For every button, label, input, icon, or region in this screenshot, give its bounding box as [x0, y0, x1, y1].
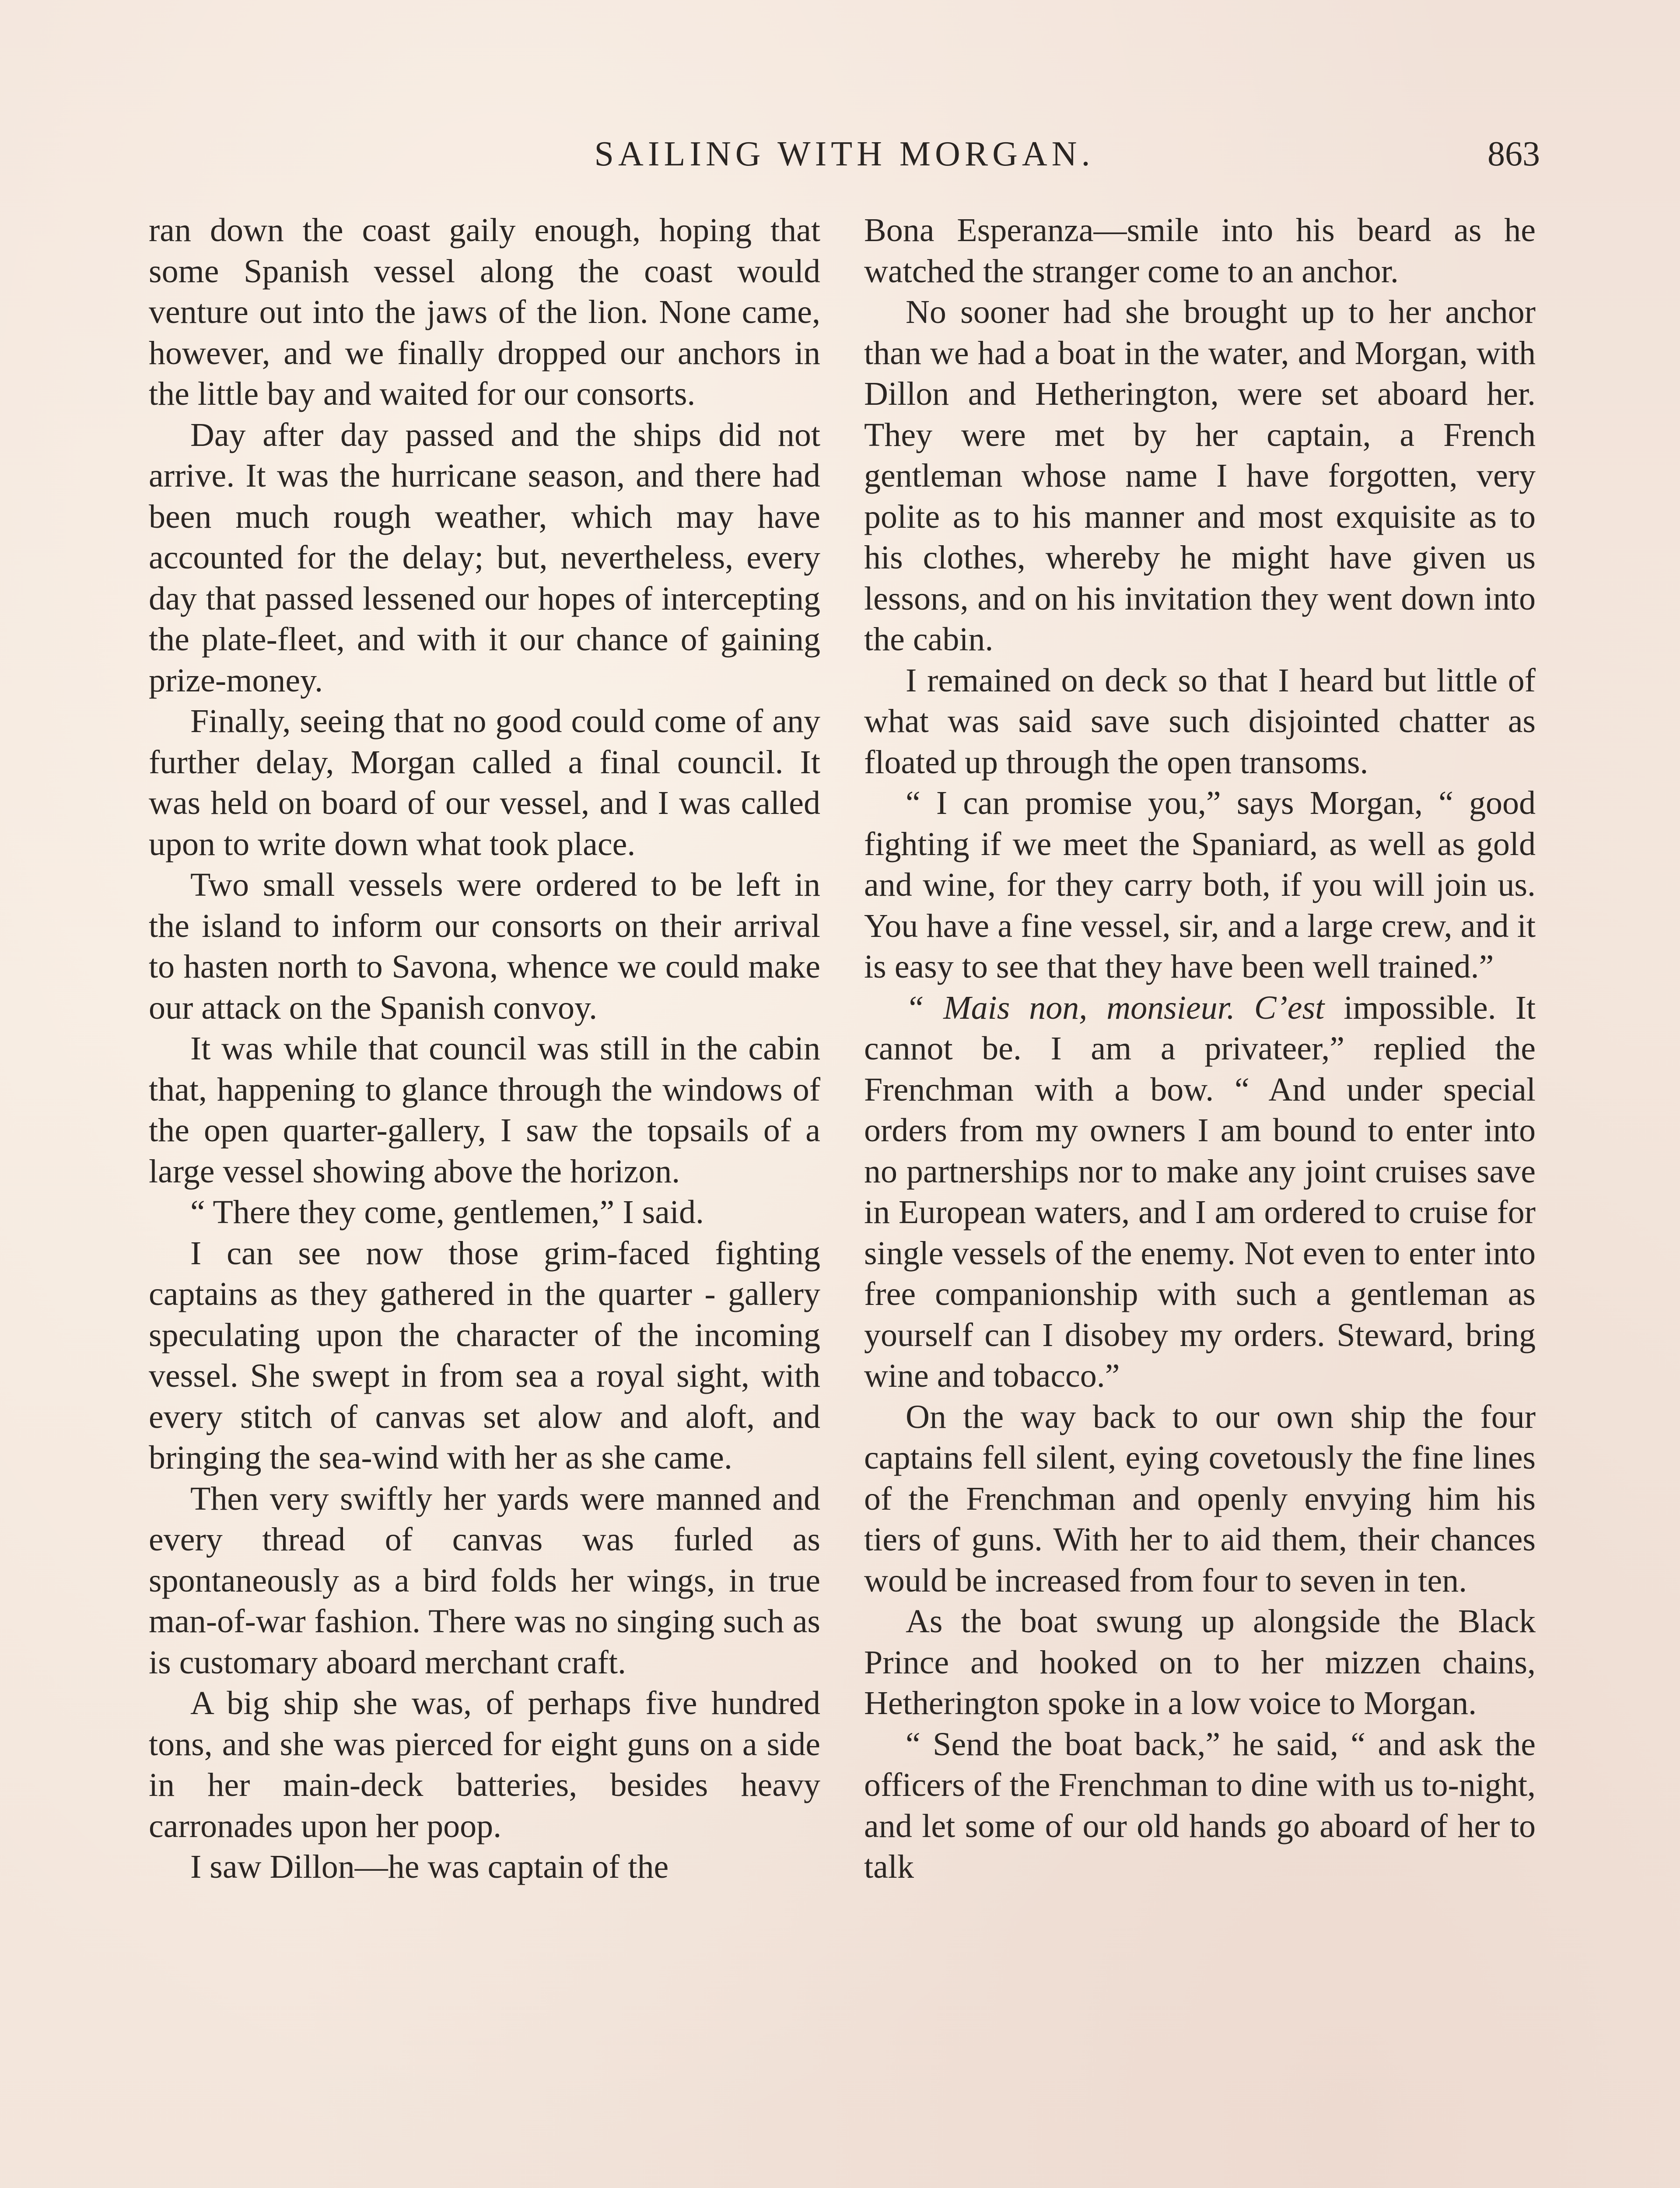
paragraph: ran down the coast gaily enough, hoping that some Spanish vessel along the coast would venture out into the jaws of the lion. None came, however, and we finally dropped our anchors in the little bay and waited for our consorts. [149, 212, 820, 412]
paragraph: “ There they come, gentlemen,” I said. [190, 1194, 704, 1231]
running-head: SAILING WITH MORGAN. [594, 135, 1095, 173]
paragraph: On the way back to our own ship the four captains fell silent, eying covetously the fine lines of the Frenchman and openly envying him his tiers of guns. With her to aid them, their chances would be increased from four to seven in ten. [864, 1398, 1536, 1599]
paragraph: “ I can promise you,” says Morgan, “ good fighting if we meet the Spaniard, as well as gold and wine, for they carry both, if you will join us. You have a fine vessel, sir, and a large crew, and it is easy to see that they have been well trained.” [864, 785, 1536, 985]
french-quote-rest: impossible. It cannot be. I am a privateer,” replied the Frenchman with a bow. “ And under special orders from my owners I am bound to enter into no partnerships nor to make any joint cruises save in European waters, and I am ordered to cruise for single vessels of the enemy. Not even to enter into free companionship with such a gentleman as yourself can I disobey my orders. Steward, bring wine and tobacco.” [864, 989, 1536, 1394]
page-header [149, 128, 1540, 180]
right-column [864, 210, 1536, 2188]
paragraph: Then very swiftly her yards were manned and every thread of canvas was furled as spontaneously as a bird folds her wings, in true man-of-war fashion. There was no singing such as is customary aboard merchant craft. [149, 1480, 820, 1681]
paragraph: Two small vessels were ordered to be left in the island to inform our consorts on their arrival to hasten north to Savona, whence we could make our attack on the Spanish convoy. [149, 866, 820, 1026]
paragraph: Day after day passed and the ships did not arrive. It was the hurricane season, and there had been much rough weather, which may have accounted for the delay; but, nevertheless, every day that passed lessened our hopes of intercepting the plate-fleet, and with it our chance of gaining prize-money. [149, 416, 820, 699]
left-column [149, 210, 820, 2188]
paragraph: No sooner had she brought up to her anchor than we had a boat in the water, and Morgan, with Dillon and Hetherington, were set aboard her. They were met by her captain, a French gentleman whose name I have forgotten, very polite as to his manner and most exquisite as to his clothes, whereby he might have given us lessons, and on his invitation they went down into the cabin. [864, 294, 1536, 658]
paragraph: Finally, seeing that no good could come of any further delay, Morgan called a final council. It was held on board of our vessel, and I was called upon to write down what took place. [149, 703, 820, 863]
paragraph-continuation: Bona Esperanza—smile into his beard as he watched the stranger come to an anchor. [864, 212, 1536, 290]
paragraph: I remained on deck so that I heard but little of what was said save such disjointed chatter as floated up through the open transoms. [864, 662, 1536, 781]
paragraph: It was while that council was still in the cabin that, happening to glance through the windows of the open quarter-gallery, I saw the topsails of a large vessel showing above the horizon. [149, 1030, 820, 1190]
paragraph: I can see now those grim-faced fighting captains as they gathered in the quarter - gallery speculating upon the character of the incoming vessel. She swept in from sea a royal sight, with every stitch of canvas set alow and aloft, and bringing the sea-wind with her as she came. [149, 1234, 820, 1476]
page-number: 863 [1488, 135, 1540, 173]
paragraph: “ Send the boat back,” he said, “ and ask the officers of the Frenchman to dine with us to-night, and let some of our old hands go aboard of her to talk [864, 1725, 1536, 1885]
paragraph: A big ship she was, of perhaps five hundred tons, and she was pierced for eight guns on a side in her main-deck batteries, besides heavy carronades upon her poop. [149, 1685, 820, 1844]
french-quote-italic: “ Mais non, monsieur. C’est [906, 989, 1344, 1026]
paragraph: As the boat swung up alongside the Black Prince and hooked on to her mizzen chains, Hetherington spoke in a low voice to Morgan. [864, 1603, 1536, 1722]
paragraph: I saw Dillon—he was captain of the [190, 1848, 669, 1885]
paragraph-french-quote [864, 988, 1536, 1397]
